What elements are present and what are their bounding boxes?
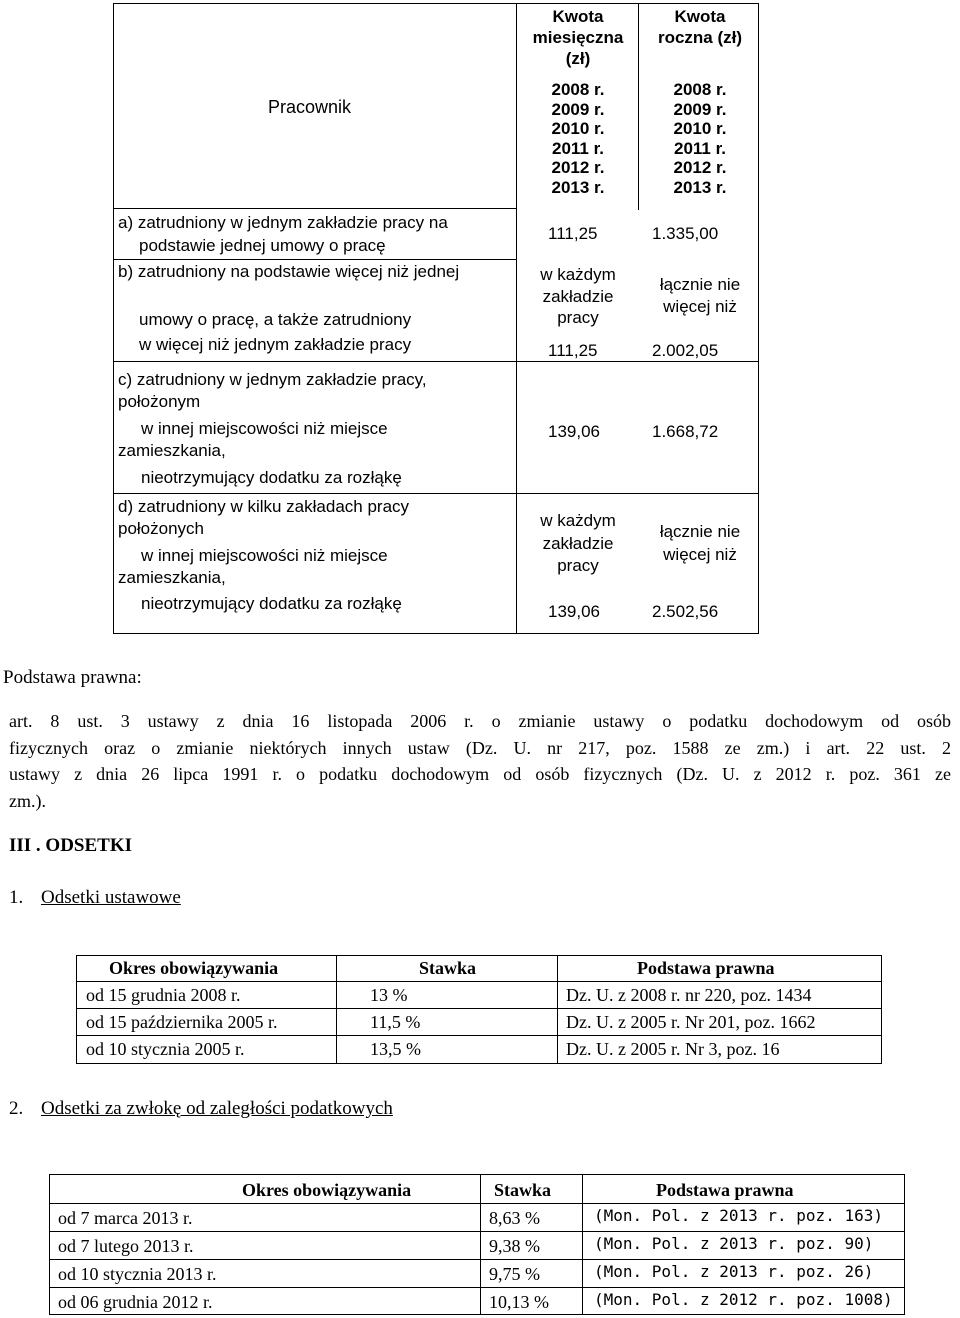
row-a-line: podstawie jednej umowy o pracę [139, 236, 386, 255]
row-d-line: zamieszkania, [118, 568, 226, 587]
year-label: 2011 r. [551, 138, 604, 158]
header-yearly-line: Kwota [674, 7, 726, 26]
years-monthly [519, 80, 637, 197]
row-d-monthly-note-line: pracy [557, 556, 599, 575]
header-monthly-line: Kwota [552, 7, 604, 26]
row-d-yearly-note-line: łącznie nie [659, 522, 741, 541]
year-label: 2013 r. [551, 177, 605, 197]
year-label: 2012 r. [551, 158, 605, 177]
interest-cell-period: od 10 stycznia 2005 r. [86, 1039, 245, 1059]
row-d-yearly-note [641, 521, 759, 566]
row-c-monthly: 139,06 [548, 422, 600, 441]
late-header-rate: Stawka [494, 1180, 552, 1200]
late-cell-basis: (Mon. Pol. z 2013 r. poz. 163) [594, 1206, 883, 1225]
late-interest-table-divider [582, 1174, 583, 1315]
legal-basis-label: Podstawa prawna: [3, 667, 142, 688]
legal-basis-text [9, 708, 951, 814]
row-b-line: umowy o pracę, a także zatrudniony [139, 310, 412, 329]
top-table-rule [113, 259, 517, 260]
row-b-yearly-note [641, 274, 759, 317]
subsection2-number: 2. [9, 1098, 24, 1119]
row-c-line: zamieszkania, [118, 441, 226, 460]
interest-cell-rate: 11,5 % [370, 1012, 421, 1032]
interest-header-period: Okres obowiązywania [109, 958, 279, 978]
interest-table-divider [557, 955, 558, 1064]
legal-basis-line: art. 8 ust. 3 ustawy z dnia 16 listopada 2006 r. o zmianie ustawy o podatku dochodowym od osób [9, 711, 951, 731]
row-b-yearly-note-line: łącznie nie [659, 275, 741, 294]
row-b-yearly: 2.002,05 [652, 341, 719, 360]
header-monthly-line: miesięczna [532, 28, 624, 47]
row-c-line: c) zatrudniony w jednym zakładzie pracy, [118, 370, 427, 389]
year-label: 2013 r. [673, 177, 727, 197]
row-c-line: w innej miejscowości niż miejsce [141, 419, 388, 438]
row-b-monthly-note-line: zakładzie [542, 286, 614, 306]
year-label: 2008 r. [673, 80, 727, 99]
late-cell-rate: 8,63 % [489, 1208, 540, 1228]
interest-table-rule [76, 981, 882, 982]
interest-header-basis: Podstawa prawna [637, 958, 775, 978]
interest-cell-rate: 13,5 % [370, 1039, 421, 1059]
header-yearly-line: roczna (zł) [657, 28, 743, 47]
legal-basis-line: zm.). [9, 790, 46, 811]
late-cell-basis: (Mon. Pol. z 2012 r. poz. 1008) [594, 1290, 893, 1309]
row-d-line: położonych [118, 519, 205, 538]
late-cell-basis: (Mon. Pol. z 2013 r. poz. 26) [594, 1262, 874, 1281]
year-label: 2008 r. [551, 80, 605, 99]
interest-table-divider [336, 955, 337, 1064]
late-interest-table-rule [49, 1231, 905, 1232]
row-d-yearly: 2.502,56 [652, 602, 719, 621]
late-interest-table-divider [480, 1174, 481, 1315]
row-c-line: nieotrzymujący dodatku za rozłąkę [141, 468, 402, 487]
row-d-monthly: 139,06 [548, 602, 600, 621]
header-monthly-line: (zł) [565, 49, 591, 68]
subsection1-title: Odsetki ustawowe [41, 887, 181, 908]
row-b-monthly: 111,25 [548, 341, 598, 360]
header-yearly [641, 6, 759, 48]
interest-cell-basis: Dz. U. z 2008 r. nr 220, poz. 1434 [566, 985, 812, 1005]
year-label: 2009 r. [673, 99, 727, 119]
late-cell-rate: 9,38 % [489, 1236, 540, 1256]
row-c-line: położonym [118, 392, 201, 411]
interest-table-rule [76, 1008, 882, 1009]
header-monthly [519, 6, 637, 69]
top-table-divider-mid [638, 3, 639, 210]
late-cell-rate: 10,13 % [489, 1292, 549, 1312]
interest-cell-basis: Dz. U. z 2005 r. Nr 3, poz. 16 [566, 1039, 780, 1059]
header-worker: Pracownik [268, 97, 352, 117]
row-d-line: d) zatrudniony w kilku zakładach pracy [118, 497, 410, 516]
interest-cell-period: od 15 grudnia 2008 r. [86, 985, 241, 1005]
row-a-line: a) zatrudniony w jednym zakładzie pracy na [118, 213, 448, 232]
late-cell-period: od 10 stycznia 2013 r. [58, 1264, 217, 1284]
interest-cell-basis: Dz. U. z 2005 r. Nr 201, poz. 1662 [566, 1012, 816, 1032]
row-d-monthly-note-line: w każdym [540, 511, 616, 530]
section-heading: III . ODSETKI [9, 835, 133, 856]
row-b-monthly-note [519, 264, 637, 329]
year-label: 2012 r. [673, 158, 727, 177]
row-d-monthly-note [519, 510, 637, 578]
legal-basis-line: fizycznych oraz o zmianie niektórych innych ustaw (Dz. U. nr 217, poz. 1588 ze zm.) i art. 22 ust. 2 [9, 737, 951, 758]
row-b-monthly-note-line: pracy [557, 308, 599, 327]
row-c-yearly: 1.668,72 [652, 422, 719, 441]
late-interest-table-rule [49, 1287, 905, 1288]
late-header-basis: Podstawa prawna [656, 1180, 794, 1200]
interest-header-rate: Stawka [419, 958, 477, 978]
late-cell-period: od 06 grudnia 2012 r. [58, 1292, 213, 1312]
row-a-yearly: 1.335,00 [652, 224, 719, 243]
year-label: 2009 r. [551, 99, 605, 119]
years-yearly [641, 80, 759, 197]
row-d-line: nieotrzymujący dodatku za rozłąkę [141, 594, 402, 613]
row-d-yearly-note-line: więcej niż [663, 544, 737, 564]
year-label: 2010 r. [673, 119, 727, 138]
late-cell-rate: 9,75 % [489, 1264, 540, 1284]
subsection2-title: Odsetki za zwłokę od zaległości podatkowych [41, 1098, 393, 1119]
row-d-monthly-note-line: zakładzie [542, 533, 614, 553]
late-cell-basis: (Mon. Pol. z 2013 r. poz. 90) [594, 1234, 874, 1253]
interest-table-rule [76, 1035, 882, 1036]
year-label: 2011 r. [673, 138, 726, 158]
late-header-period: Okres obowiązywania [242, 1180, 412, 1200]
row-b-monthly-note-line: w każdym [540, 265, 616, 284]
row-b-line: w więcej niż jednym zakładzie pracy [139, 335, 412, 354]
row-b-line: b) zatrudniony na podstawie więcej niż jednej [118, 262, 460, 281]
late-interest-table-rule [49, 1259, 905, 1260]
row-a-monthly: 111,25 [548, 224, 598, 243]
row-b-yearly-note-line: więcej niż [663, 296, 737, 316]
legal-basis-line: ustawy z dnia 26 lipca 1991 r. o podatku dochodowym od osób fizycznych (Dz. U. z 2012 r. poz. 361 ze [9, 764, 951, 784]
row-d-line: w innej miejscowości niż miejsce [141, 546, 388, 565]
year-label: 2010 r. [551, 119, 605, 138]
top-table-rule [113, 493, 759, 494]
interest-cell-period: od 15 października 2005 r. [86, 1012, 278, 1032]
top-table-rule [113, 208, 517, 209]
top-table-rule [113, 361, 759, 362]
late-cell-period: od 7 lutego 2013 r. [58, 1236, 194, 1256]
subsection1-number: 1. [9, 887, 24, 908]
late-cell-period: od 7 marca 2013 r. [58, 1208, 193, 1228]
top-table-divider-left [516, 3, 517, 634]
interest-cell-rate: 13 % [370, 985, 408, 1005]
late-interest-table-rule [49, 1203, 905, 1204]
